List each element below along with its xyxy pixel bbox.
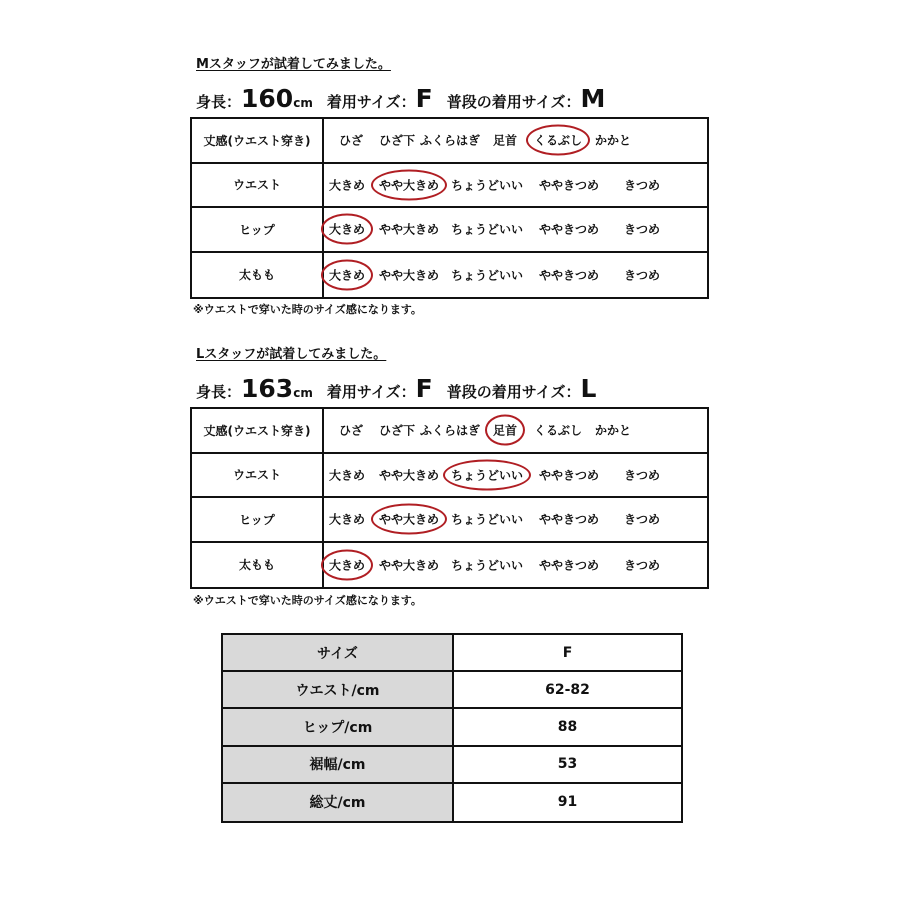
fit-row: [192, 409, 707, 454]
usual-size-value: M: [580, 84, 606, 113]
fit-row-label: 太もも: [192, 253, 324, 298]
staff-m-stats: [196, 84, 605, 113]
size-table-label: 総丈/cm: [223, 784, 454, 821]
staff-l-stats: [196, 374, 596, 403]
fit-option: ちょうどいい: [450, 268, 524, 283]
fit-option: やや大きめ: [378, 222, 440, 237]
fit-option: ややきつめ: [538, 268, 600, 283]
fit-option: 大きめ: [328, 468, 366, 483]
fit-option: ややきつめ: [538, 222, 600, 237]
fit-row-label: ヒップ: [192, 208, 324, 251]
fit-option: やや大きめ: [378, 558, 440, 573]
fit-option: ひざ下: [378, 423, 416, 438]
height-value: 163: [241, 374, 294, 403]
size-table-row: [223, 784, 681, 821]
fit-option: ひざ下: [378, 133, 416, 148]
fit-option: ややきつめ: [538, 468, 600, 483]
fit-option-selected: ちょうどいい: [443, 459, 531, 490]
usual-size-label: 普段の着用サイズ：: [446, 93, 581, 111]
fit-option-selected: 大きめ: [321, 549, 373, 580]
size-table-row: [223, 635, 681, 672]
fit-option: きつめ: [623, 512, 661, 527]
size-table-row: [223, 747, 681, 784]
fit-row-label: ヒップ: [192, 498, 324, 541]
fit-option-selected: くるぶし: [526, 125, 590, 156]
fit-option: 足首: [492, 133, 518, 148]
size-table-value: F: [562, 644, 573, 661]
fit-row: [192, 253, 707, 298]
size-table-label: 裾幅/cm: [223, 747, 454, 782]
size-table-label: サイズ: [223, 635, 454, 670]
fit-row-label: ウエスト: [192, 454, 324, 497]
fit-option-selected: 足首: [485, 415, 525, 446]
size-table-row: [223, 672, 681, 709]
height-unit: cm: [293, 96, 313, 110]
staff-m-fit-table: [190, 117, 709, 299]
staff-l-note: ※ウエストで穿いた時のサイズ感になります。: [193, 594, 422, 607]
fit-option: やや大きめ: [378, 468, 440, 483]
worn-size-value: F: [415, 374, 433, 403]
fit-option: ちょうどいい: [450, 178, 524, 193]
height-label: 身長：: [196, 383, 242, 401]
height-unit: cm: [293, 386, 313, 400]
fit-options: [324, 253, 707, 298]
fit-options: [324, 164, 707, 207]
fit-option: ちょうどいい: [450, 512, 524, 527]
fit-options: [324, 498, 707, 541]
fit-option: ふくらはぎ: [419, 133, 481, 148]
fit-option: やや大きめ: [378, 268, 440, 283]
fit-row: [192, 164, 707, 209]
fit-option-selected: やや大きめ: [371, 169, 447, 200]
fit-option: きつめ: [623, 558, 661, 573]
fit-options: [324, 409, 707, 452]
fit-row: [192, 498, 707, 543]
height-value: 160: [241, 84, 294, 113]
fit-options: [324, 454, 707, 497]
fit-option: ふくらはぎ: [419, 423, 481, 438]
fit-option: きつめ: [623, 222, 661, 237]
fit-option: ひざ: [338, 423, 364, 438]
usual-size-label: 普段の着用サイズ：: [446, 383, 581, 401]
fit-row-label: 丈感(ウエスト穿き): [192, 119, 324, 162]
fit-option: かかと: [594, 133, 632, 148]
fit-row-label: ウエスト: [192, 164, 324, 207]
worn-size-label: 着用サイズ：: [326, 383, 416, 401]
fit-option-selected: 大きめ: [321, 259, 373, 290]
usual-size-value: L: [580, 374, 597, 403]
fit-option: 大きめ: [328, 512, 366, 527]
size-table-value: 62-82: [545, 681, 590, 698]
fit-options: [324, 119, 707, 162]
staff-m-heading: Mスタッフが試着してみました。: [196, 57, 391, 72]
fit-option-selected: やや大きめ: [371, 504, 447, 535]
size-table-value: 91: [557, 794, 578, 811]
fit-option: くるぶし: [533, 423, 583, 438]
worn-size-label: 着用サイズ：: [326, 93, 416, 111]
fit-options: [324, 543, 707, 588]
height-label: 身長：: [196, 93, 242, 111]
size-table-label: ヒップ/cm: [223, 709, 454, 744]
fit-option: ひざ: [338, 133, 364, 148]
size-spec-table: [221, 633, 683, 823]
fit-row: [192, 119, 707, 164]
fit-option: ちょうどいい: [450, 558, 524, 573]
fit-option: ややきつめ: [538, 512, 600, 527]
worn-size-value: F: [415, 84, 433, 113]
size-table-value: 53: [557, 756, 578, 773]
staff-m-note: ※ウエストで穿いた時のサイズ感になります。: [193, 303, 422, 316]
staff-l-fit-table: [190, 407, 709, 589]
fit-row: [192, 454, 707, 499]
fit-row-label: 丈感(ウエスト穿き): [192, 409, 324, 452]
fit-row: [192, 543, 707, 588]
fit-option: 大きめ: [328, 178, 366, 193]
fit-options: [324, 208, 707, 251]
fit-option: きつめ: [623, 468, 661, 483]
fit-option: かかと: [594, 423, 632, 438]
size-table-label: ウエスト/cm: [223, 672, 454, 707]
fit-option: ちょうどいい: [450, 222, 524, 237]
size-table-row: [223, 709, 681, 746]
fit-option: きつめ: [623, 178, 661, 193]
fit-option: ややきつめ: [538, 178, 600, 193]
size-table-value: 88: [557, 718, 578, 735]
fit-row-label: 太もも: [192, 543, 324, 588]
fit-row: [192, 208, 707, 253]
fit-option-selected: 大きめ: [321, 214, 373, 245]
fit-option: ややきつめ: [538, 558, 600, 573]
fit-option: きつめ: [623, 268, 661, 283]
staff-l-heading: Lスタッフが試着してみました。: [196, 347, 387, 362]
